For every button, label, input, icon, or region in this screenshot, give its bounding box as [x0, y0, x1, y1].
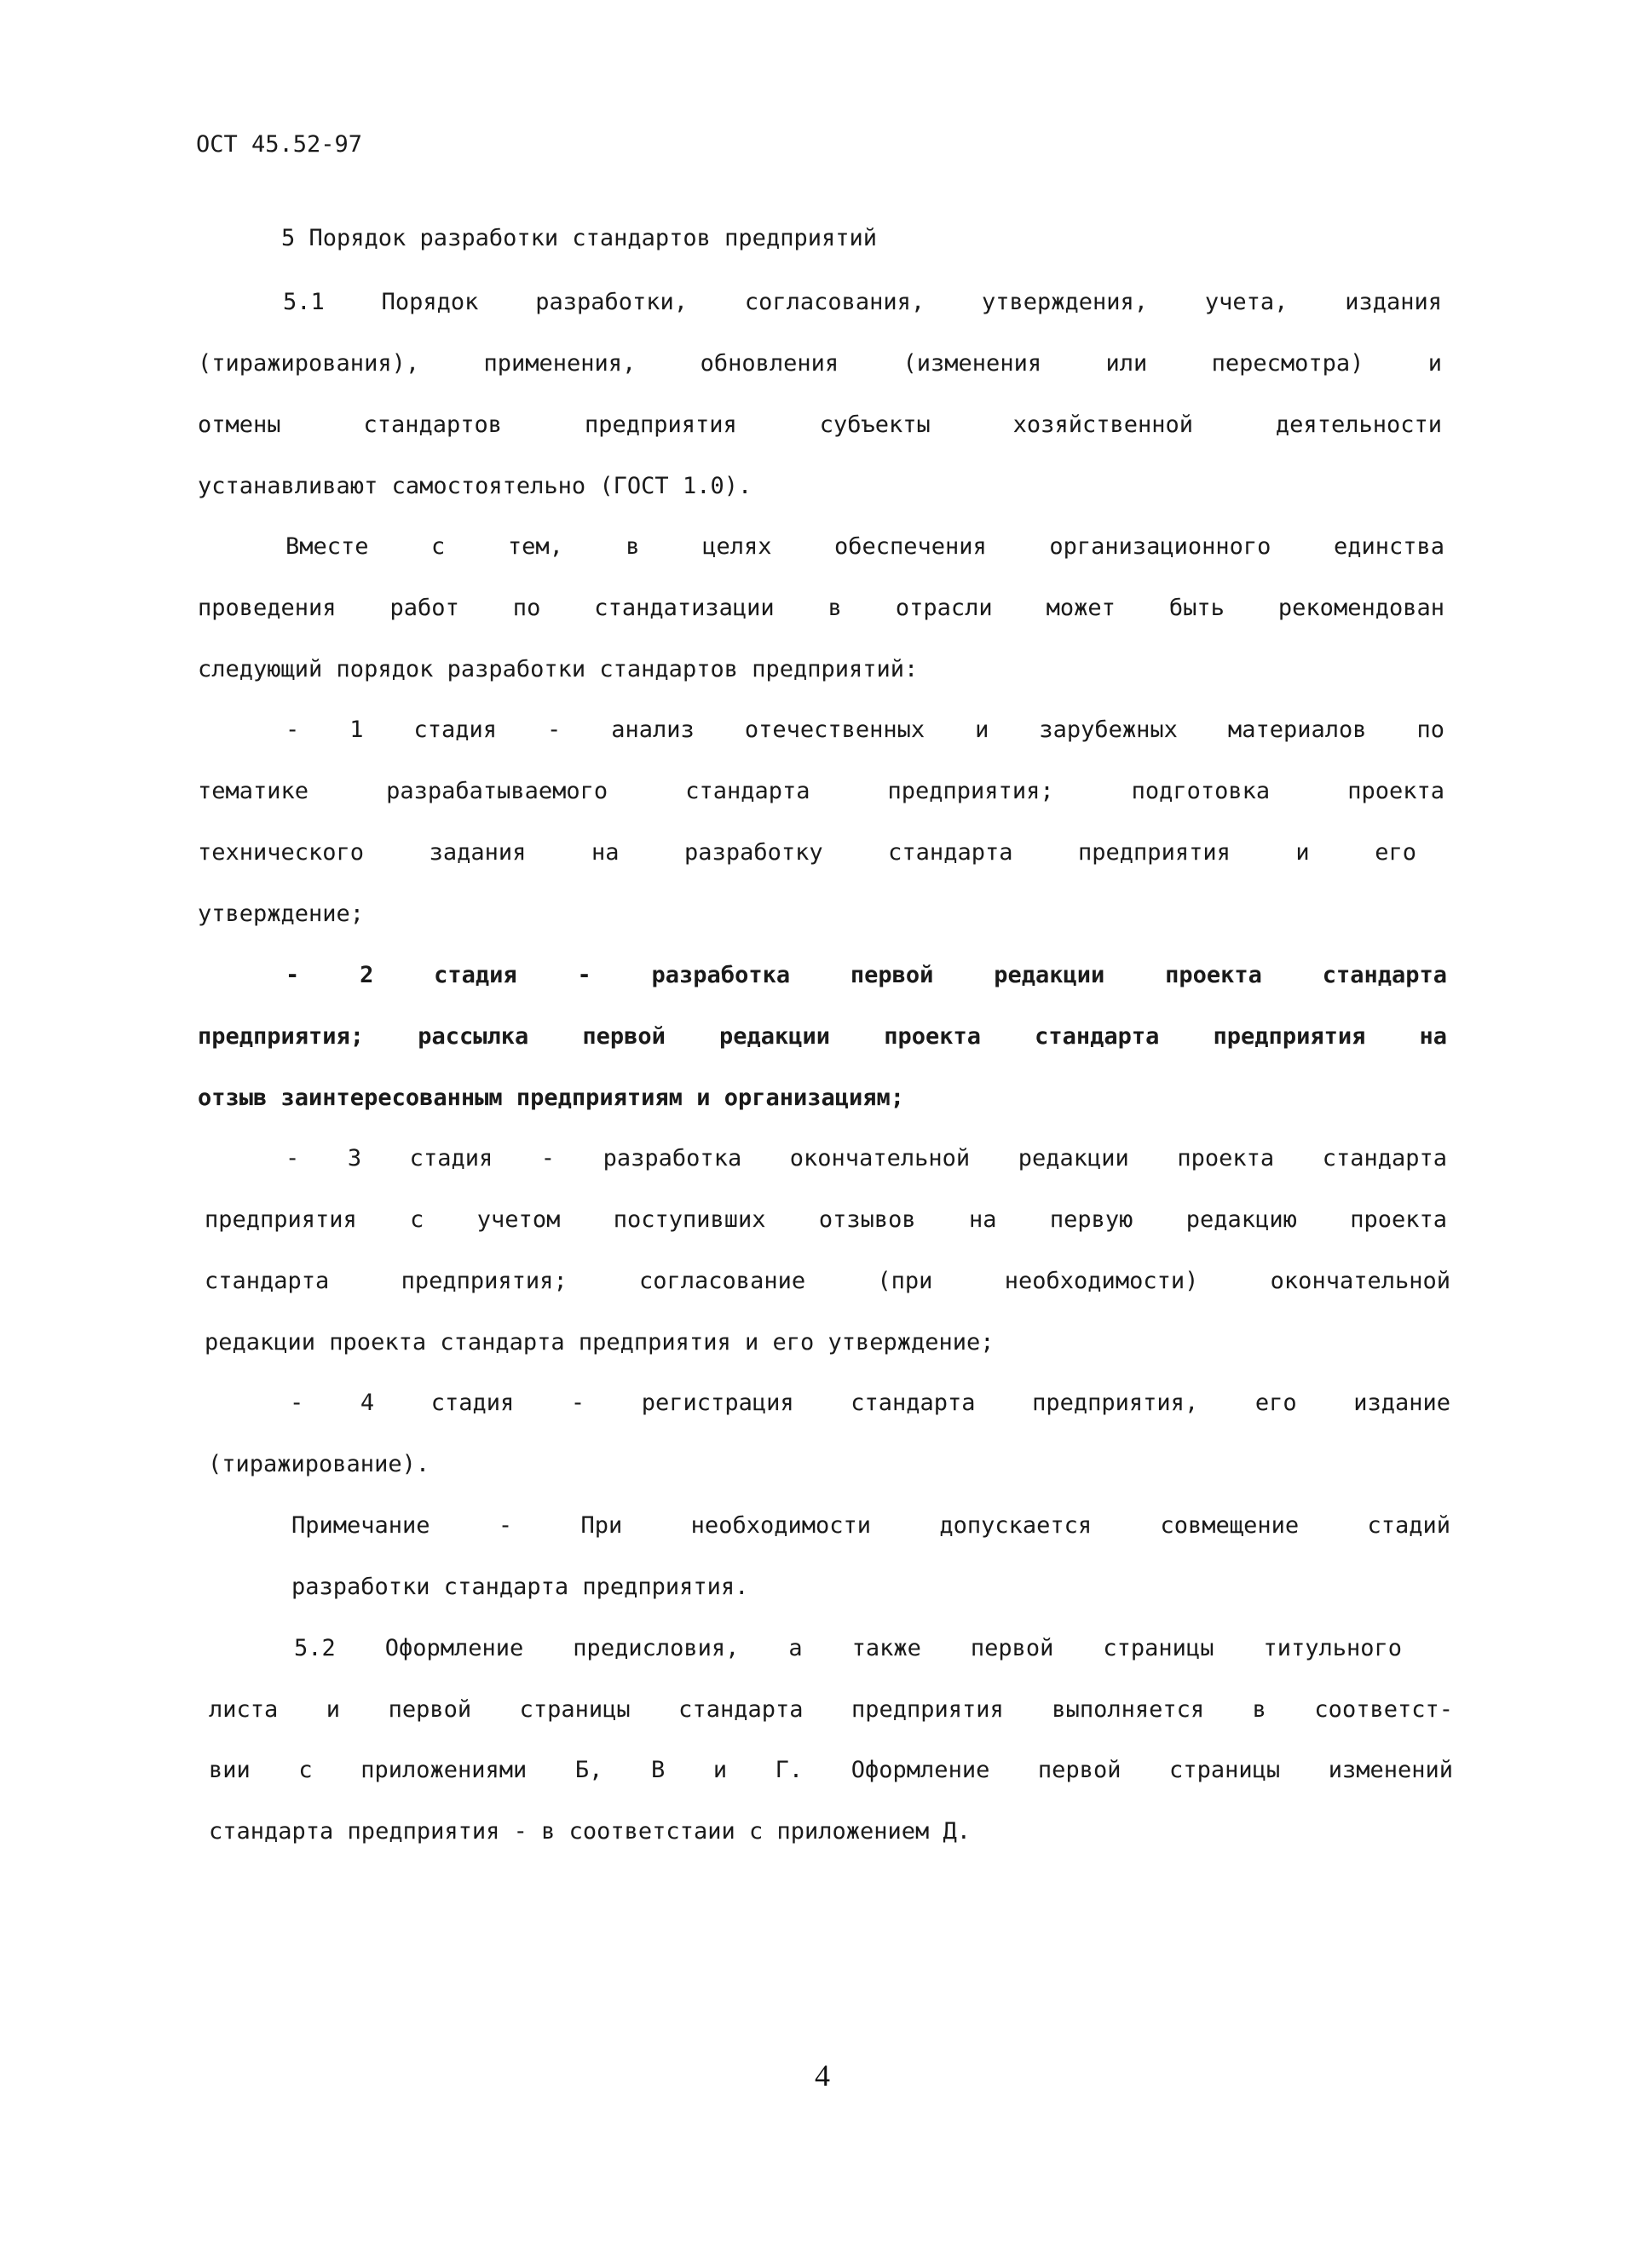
- stage-4-line: - 4 стадия - регистрация стандарта предприятия, его издание: [290, 1390, 1450, 1416]
- paragraph-line: устанавливают самостоятельно (ГОСТ 1.0).: [198, 473, 752, 499]
- page-number: 4: [815, 2058, 830, 2092]
- stage-4-line: (тиражирование).: [208, 1451, 430, 1477]
- paragraph-line: отмены стандартов предприятия субъекты хозяйственной деятельности: [198, 412, 1442, 438]
- paragraph-line: листа и первой страницы стандарта предприятия выполняется в соответст-: [209, 1696, 1453, 1723]
- stage-2-line: отзыв заинтересованным предприятиям и организациям;: [198, 1085, 905, 1111]
- section-title: 5 Порядок разработки стандартов предприятий: [281, 225, 877, 251]
- paragraph-line: Вместе с тем, в целях обеспечения организационного единства: [285, 533, 1444, 560]
- paragraph-line: 5.1 Порядок разработки, согласования, утверждения, учета, издания: [283, 289, 1442, 315]
- stage-1-line: - 1 стадия - анализ отечественных и зарубежных материалов по: [285, 717, 1444, 743]
- paragraph-line: проведения работ по стандатизации в отрасли может быть рекомендован: [198, 595, 1444, 621]
- stage-2-line: - 2 стадия - разработка первой редакции проекта стандарта: [285, 962, 1447, 988]
- paragraph-line: стандарта предприятия - в соответстаии с приложением Д.: [209, 1818, 972, 1845]
- note-line: Примечание - При необходимости допускается совмещение стадий: [291, 1512, 1450, 1539]
- stage-1-line: утверждение;: [198, 901, 365, 927]
- stage-1-line: тематике разрабатываемого стандарта предприятия; подготовка проекта: [198, 778, 1444, 804]
- stage-3-line: предприятия с учетом поступивших отзывов на первую редакцию проекта: [205, 1206, 1447, 1233]
- document-code: ОСТ 45.52-97: [196, 131, 363, 158]
- paragraph-line: (тиражирования), применения, обновления (изменения или пересмотра) и: [198, 350, 1442, 377]
- paragraph-line: следующий порядок разработки стандартов предприятий:: [198, 656, 919, 682]
- note-line: разработки стандарта предприятия.: [291, 1574, 749, 1600]
- stage-2-line: предприятия; рассылка первой редакции проекта стандарта предприятия на: [198, 1023, 1447, 1050]
- stage-3-line: - 3 стадия - разработка окончательной редакции проекта стандарта: [285, 1145, 1447, 1171]
- stage-3-line: стандарта предприятия; согласование (при необходимости) окончательной: [205, 1268, 1450, 1294]
- stage-3-line: редакции проекта стандарта предприятия и его утверждение;: [205, 1329, 995, 1356]
- stage-1-line: технического задания на разработку стандарта предприятия и его: [198, 839, 1416, 866]
- paragraph-line: вии с приложениями Б, В и Г. Оформление первой страницы изменений: [209, 1757, 1453, 1783]
- paragraph-line: 5.2 Оформление предисловия, а также первой страницы титульного: [294, 1635, 1402, 1661]
